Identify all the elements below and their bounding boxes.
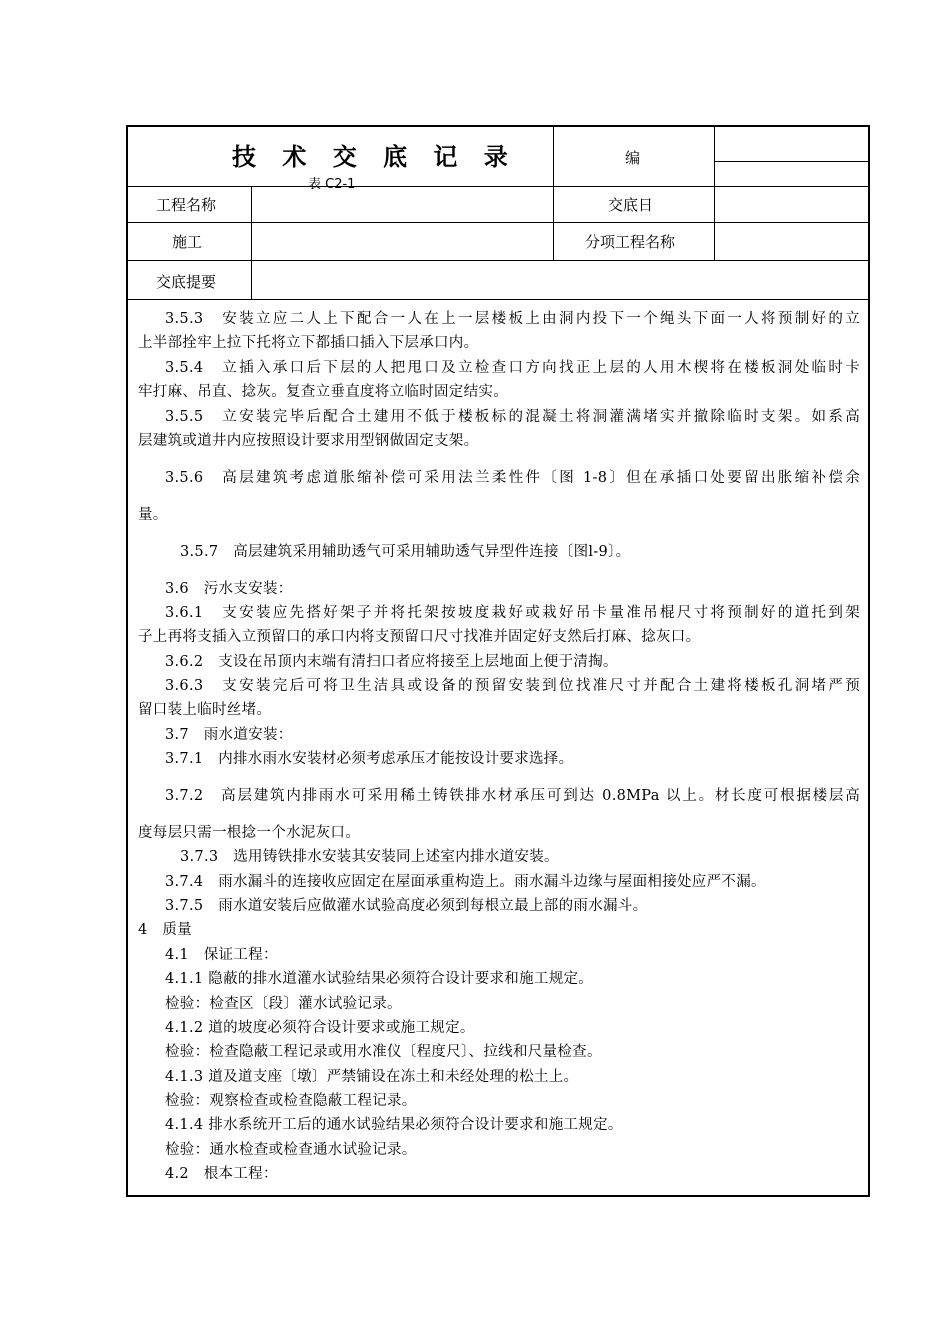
content-line: 留口装上临时丝堵。 (138, 702, 272, 718)
content-line: 3.6 污水支安装： (165, 581, 293, 597)
disclosure-date-label: 交底日 (608, 196, 654, 214)
content-line: 4.1.2 道的坡度必须符合设计要求或施工规定。 (165, 1020, 475, 1036)
content-line: 子上再将支插入立预留口的承口内将支预留口尺寸找准并固定好支然后打麻、捻灰口。 (138, 629, 701, 645)
content-line: 上半部拴牢上拉下托将立下都插口插入下层承口内。 (138, 335, 479, 351)
content-line: 3.7 雨水道安装： (165, 727, 293, 743)
technical-disclosure-record-form (126, 125, 870, 1197)
summary-label: 交底提要 (156, 273, 217, 291)
content-line: 检验：检查区〔段〕灌水试验记录。 (165, 996, 402, 1012)
content-line: 度每层只需一根捻一个水泥灰口。 (138, 825, 360, 841)
content-line: 3.5.5 立安装完毕后配合土建用不低于楼板标的混凝土将洞灌满堵实并撤除临时支架。如系高 (165, 409, 860, 425)
row-divider-project (128, 222, 868, 223)
row-divider-summary (128, 299, 868, 300)
value-column-divider (714, 127, 715, 260)
content-line: 3.5.3 安装立应二人上下配合一人在上一层楼板上由洞内投下一个绳头下面一人将预制好的立 (165, 311, 860, 327)
content-line: 3.5.4 立插入承口后下层的人把甩口及立检查口方向找正上层的人用木楔将在楼板洞处临时卡 (165, 360, 860, 376)
construction-label: 施工 (172, 233, 203, 251)
content-line: 4 质量 (138, 922, 192, 938)
content-line: 4.1.4 排水系统开工后的通水试验结果必须符合设计要求和施工规定。 (165, 1117, 623, 1133)
middle-column-divider (553, 127, 554, 260)
project-name-label: 工程名称 (156, 196, 217, 214)
content-line: 层建筑或道井内应按照设计要求用型钢做固定支架。 (138, 433, 479, 449)
content-line: 3.5.7 高层建筑采用辅助透气可采用辅助透气异型件连接〔图l-9〕。 (180, 544, 631, 560)
form-subtitle: 表 C2-1 (308, 177, 356, 192)
content-line: 检验：检查隐蔽工程记录或用水准仪〔程度尺〕、拉线和尺量检查。 (165, 1044, 602, 1060)
content-line: 3.7.3 选用铸铁排水安装其安装同上述室内排水道安装。 (180, 849, 559, 865)
label-column-divider (251, 186, 252, 299)
content-line: 4.1.3 道及道支座〔墩〕严禁铺设在冻土和未经处理的松土上。 (165, 1069, 579, 1085)
form-title: 技 术 交 底 记 录 (232, 143, 517, 171)
content-line: 3.6.3 支安装完后可将卫生洁具或设备的预留安装到位找准尺寸并配合土建将楼板孔洞堵严预 (165, 678, 860, 694)
content-line: 4.1.1 隐蔽的排水道灌水试验结果必须符合设计要求和施工规定。 (165, 971, 594, 987)
content-line: 3.7.1 内排水雨水安装材必须考虑承压才能按设计要求选择。 (165, 751, 574, 767)
code-label: 编 (625, 149, 641, 167)
code-cell-divider (714, 161, 868, 162)
content-line: 3.7.2 高层建筑内排雨水可采用稀土铸铁排水材承压可到达 0.8MPa 以上。材长度可根据楼层高 (165, 788, 860, 804)
content-line: 3.7.4 雨水漏斗的连接收应固定在屋面承重构造上。雨水漏斗边缘与屋面相接处应严不漏。 (165, 874, 766, 890)
content-line: 3.5.6 高层建筑考虑道胀缩补偿可采用法兰柔性件〔图 1-8〕但在承插口处要留出胀缩补偿余 (165, 470, 860, 486)
row-divider-construction (128, 260, 868, 261)
content-line: 3.7.5 雨水道安装后应做灌水试验高度必须到每根立最上部的雨水漏斗。 (165, 898, 648, 914)
content-line: 4.1 保证工程： (165, 947, 278, 963)
content-line: 3.6.2 支设在吊顶内末端有清扫口者应将接至上层地面上便于清掏。 (165, 654, 618, 670)
content-line: 量。 (138, 507, 168, 523)
sub-project-name-label: 分项工程名称 (585, 233, 676, 251)
row-divider-header (128, 186, 868, 187)
content-line: 4.2 根本工程： (165, 1166, 278, 1182)
content-line: 牢打麻、吊直、捻灰。复查立垂直度将立临时固定结实。 (138, 384, 508, 400)
content-line: 检验：观察检查或检查隐蔽工程记录。 (165, 1093, 417, 1109)
content-line: 3.6.1 支安装应先搭好架子并将托架按坡度栽好或栽好吊卡量准吊棍尺寸将预制好的道托到架 (165, 605, 860, 621)
content-line: 检验：通水检查或检查通水试验记录。 (165, 1142, 417, 1158)
